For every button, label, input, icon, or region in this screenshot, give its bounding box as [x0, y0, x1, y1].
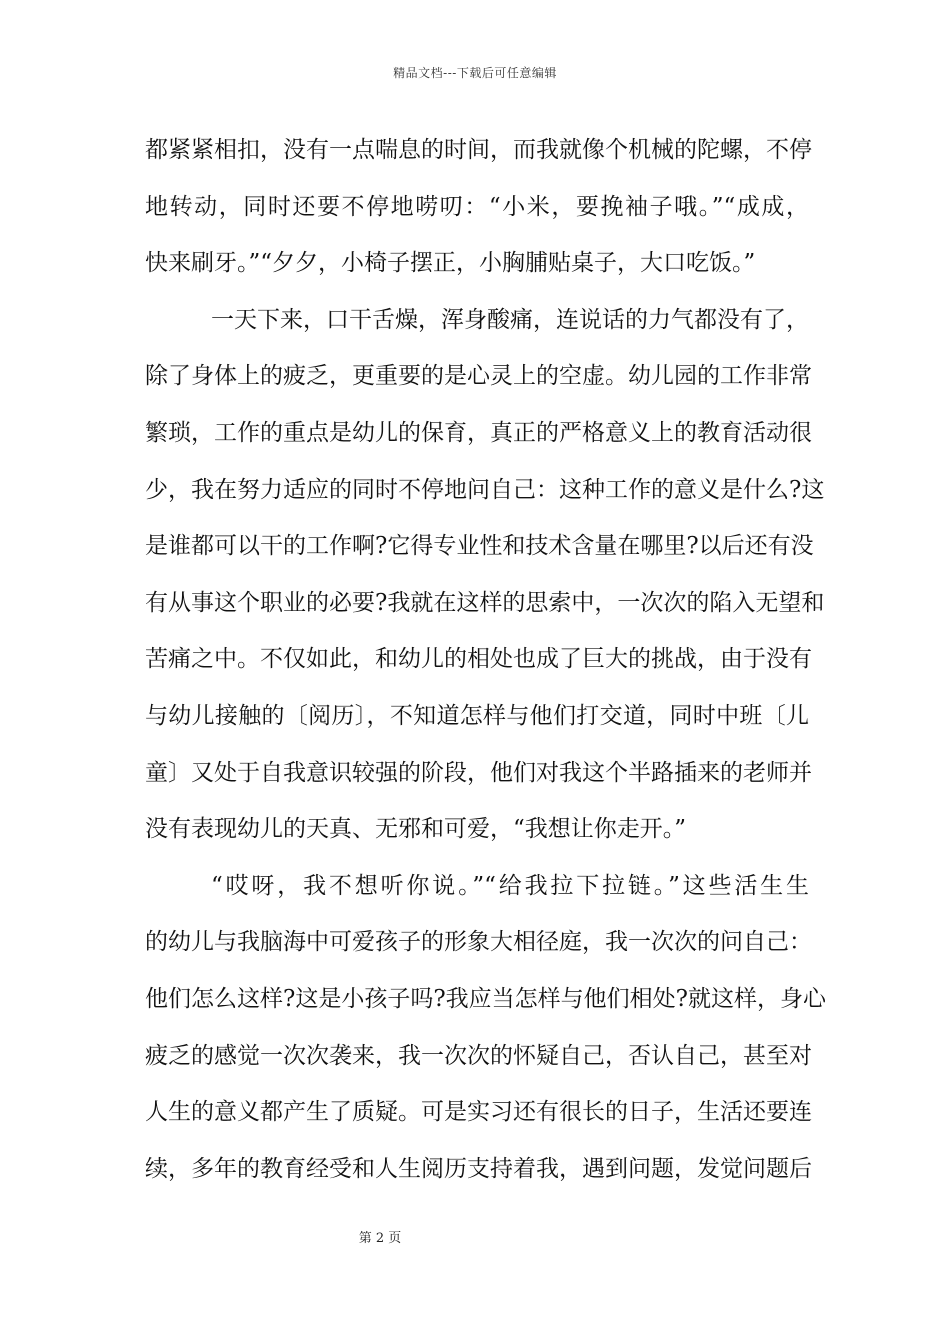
- text-line: 没有表现幼儿的天真、无邪和可爱，“我想让你走开。”: [145, 816, 687, 843]
- text-line: 他们怎么这样?这是小孩子吗?我应当怎样与他们相处?就这样，身心: [145, 985, 826, 1012]
- page-header: 精品文档---下载后可任意编辑: [393, 66, 557, 80]
- text-line: 快来刷牙。”“夕夕，小椅子摆正，小胸脯贴桌子，大口吃饭。”: [145, 250, 756, 277]
- text-line: 繁琐，工作的重点是幼儿的保育，真正的严格意义上的教育活动很: [145, 419, 812, 446]
- text-line: 除了身体上的疲乏，更重要的是心灵上的空虚。幼儿园的工作非常: [145, 363, 812, 390]
- text-line: 疲乏的感觉一次次袭来，我一次次的怀疑自己，否认自己，甚至对: [145, 1042, 812, 1069]
- body-text: [145, 128, 826, 1203]
- text-line: 都紧紧相扣，没有一点喘息的时间，而我就像个机械的陀螺，不停: [145, 137, 812, 163]
- text-line: 少，我在努力适应的同时不停地问自己：这种工作的意义是什么?这: [145, 476, 825, 503]
- text-line: 是谁都可以干的工作啊?它得专业性和技术含量在哪里?以后还有没: [145, 533, 814, 560]
- text-line: 与幼儿接触的〔阅历〕，不知道怎样与他们打交道，同时中班〔儿: [145, 702, 809, 729]
- text-line: 地转动，同时还要不停地唠叨：“小米，要挽袖子哦。”“成成，: [145, 193, 809, 220]
- text-line: 人生的意义都产生了质疑。可是实习还有很长的日子，生活还要连: [145, 1099, 812, 1126]
- text-line: 有从事这个职业的必要?我就在这样的思索中，一次次的陷入无望和: [145, 589, 825, 616]
- text-line: 续，多年的教育经受和人生阅历支持着我，遇到问题，发觉问题后: [145, 1155, 812, 1182]
- page-number: 第 2 页: [358, 1231, 402, 1246]
- text-line: 童〕又处于自我意识较强的阶段，他们对我这个半路插来的老师并: [145, 759, 812, 786]
- text-line: 一天下来，口干舌燥，浑身酸痛，连说话的力气都没有了，: [211, 306, 809, 333]
- text-line: 的幼儿与我脑海中可爱孩子的形象大相径庭，我一次次的问自己：: [145, 929, 812, 956]
- text-line: 苦痛之中。不仅如此，和幼儿的相处也成了巨大的挑战，由于没有: [145, 646, 812, 673]
- text-line: “哎呀，我不想听你说。”“给我拉下拉链。”这些活生生: [211, 872, 809, 899]
